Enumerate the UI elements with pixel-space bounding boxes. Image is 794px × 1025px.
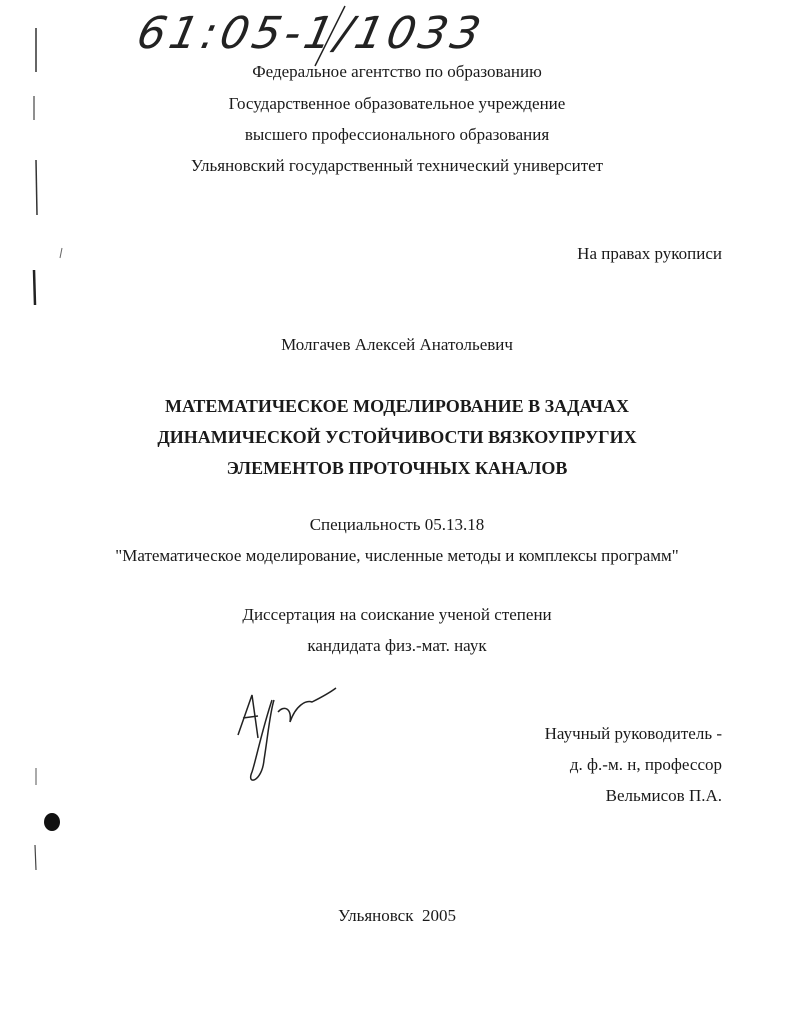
supervisor-label: Научный руководитель -: [544, 724, 722, 743]
supervisor-name: Вельмисов П.А.: [605, 786, 722, 805]
header-institution-type: Государственное образовательное учреждение: [228, 94, 566, 113]
handwritten-archive-number: 61:05-1/1033: [132, 8, 489, 59]
author-name: Молгачев Алексей Анатольевич: [281, 335, 513, 354]
degree-line-1: Диссертация на соискание ученой степени: [242, 605, 552, 624]
degree-line-2: кандидата физ.-мат. наук: [307, 636, 487, 655]
header-agency: Федеральное агентство по образованию: [252, 62, 542, 81]
specialty-name: "Математическое моделирование, численные методы и комплексы программ": [115, 546, 679, 565]
header-education-level: высшего профессионального образования: [244, 125, 550, 144]
header-university: Ульяновский государственный технический университет: [190, 156, 604, 175]
dissertation-title-line-1: МАТЕМАТИЧЕСКОЕ МОДЕЛИРОВАНИЕ В ЗАДАЧАХ: [165, 396, 629, 416]
dissertation-title-line-2: ДИНАМИЧЕСКОЙ УСТОЙЧИВОСТИ ВЯЗКОУПРУГИХ: [157, 427, 637, 447]
specialty-code: Специальность 05.13.18: [309, 515, 485, 534]
dissertation-title-line-3: ЭЛЕМЕНТОВ ПРОТОЧНЫХ КАНАЛОВ: [226, 458, 568, 478]
city-year: Ульяновск 2005: [337, 906, 456, 925]
supervisor-degree: д. ф.-м. н, профессор: [569, 755, 722, 774]
manuscript-note: На правах рукописи: [577, 244, 722, 263]
